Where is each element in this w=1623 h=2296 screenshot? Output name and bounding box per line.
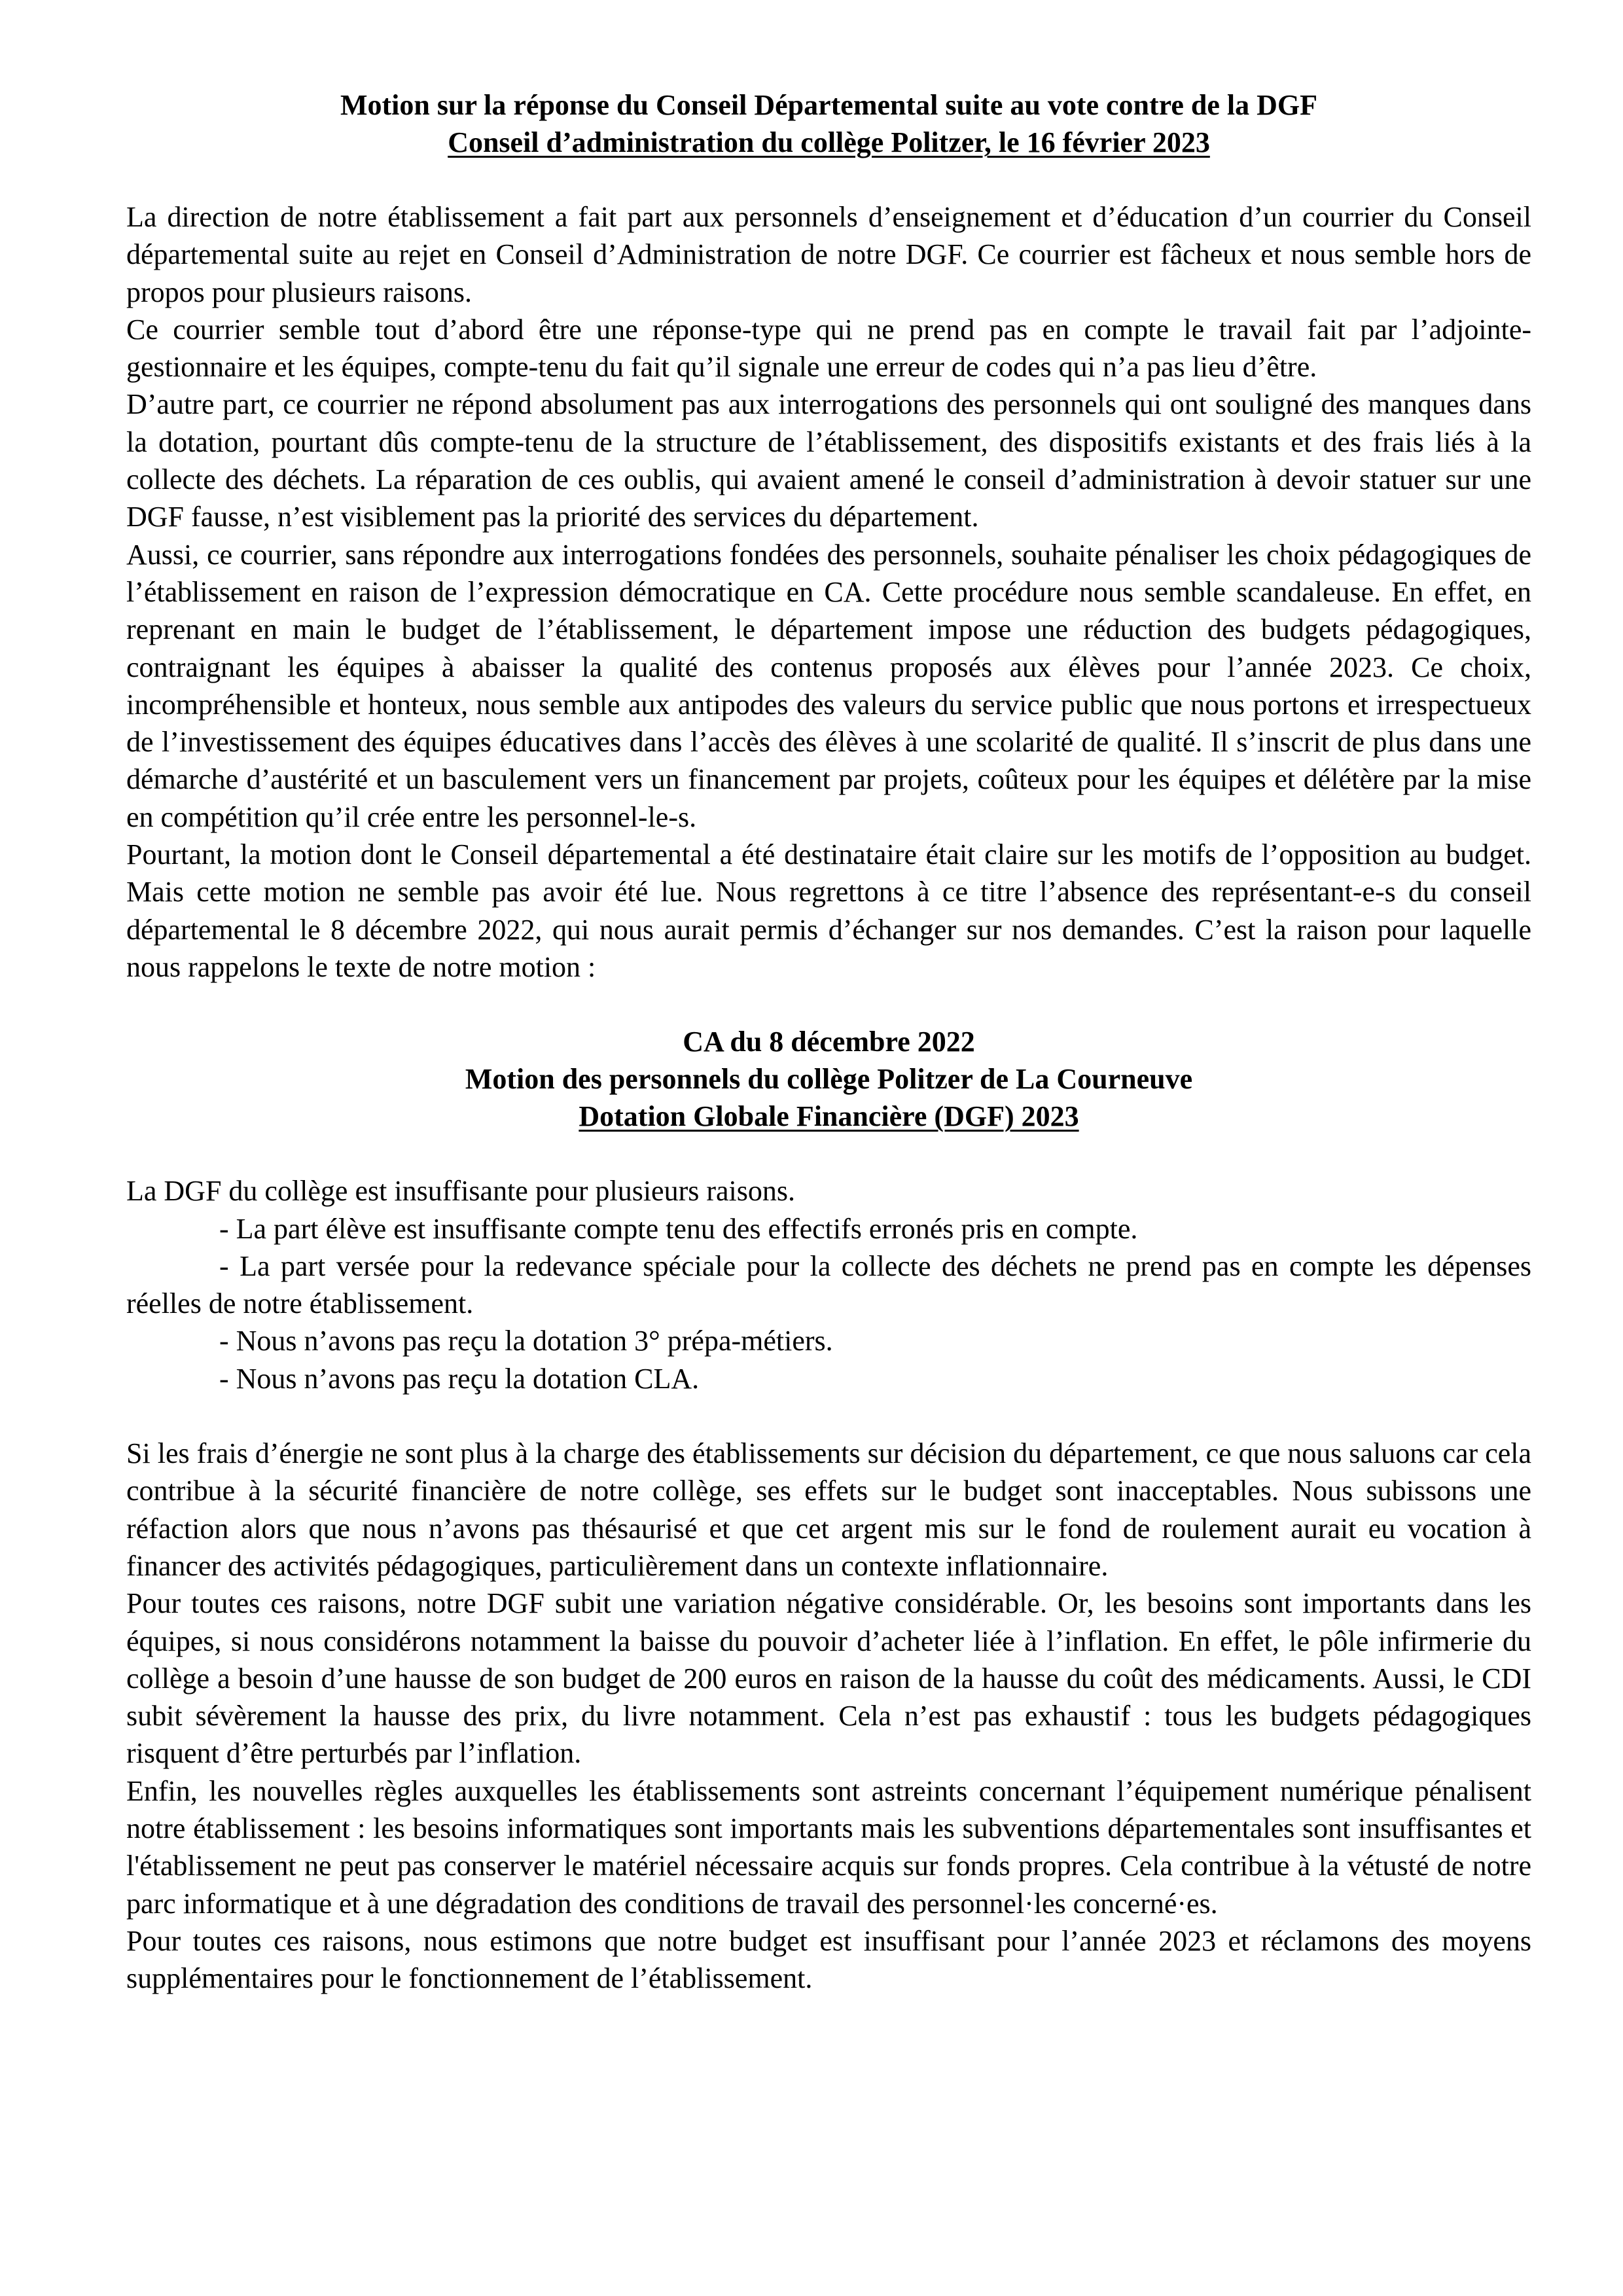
motion-bullet: - Nous n’avons pas reçu la dotation 3° prépa-métiers. [219, 1325, 833, 1357]
document-subtitle: Conseil d’administration du collège Politzer, le 16 février 2023 [448, 126, 1210, 158]
motion-bullet: - La part versée pour la redevance spéciale pour la collecte des déchets ne prend pas en compte les dépenses réelles de notre établissement. [126, 1249, 1531, 1320]
motion-section [126, 1172, 1531, 1997]
motion-paragraph: Pour toutes ces raisons, notre DGF subit une variation négative considérable. Or, les besoins sont importants dans les équipes, si nous considérons notamment la baisse du pouvoir d’acheter liée à l’inflation. En effet, le pôle infirmerie du collège a besoin d’une hausse de son budget de 200 euros en raison de la hausse du coût des médicaments. Aussi, le CDI subit sévèrement la hausse des prix, du livre notamment. Cela n’est pas exhaustif : tous les budgets pédagogiques risquent d’être perturbés par l’inflation. [126, 1587, 1531, 1770]
intro-section [126, 198, 1531, 986]
intro-paragraph: Aussi, ce courrier, sans répondre aux interrogations fondées des personnels, souhaite pénaliser les choix pédagogiques de l’établissement en raison de l’expression démocratique en CA. Cette procédure nous semble scandaleuse. En effet, en reprenant en main le budget de l’établissement, le département impose une réduction des budgets pédagogiques, contraignant les équipes à abaisser la qualité des contenus proposés aux élèves pour l’année 2023. Ce choix, incompréhensible et honteux, nous semble aux antipodes des valeurs du service public que nous portons et irrespectueux de l’investissement des équipes éducatives dans l’accès des élèves à une scolarité de qualité. Il s’inscrit de plus dans une démarche d’austérité et un basculement vers un financement par projets, coûteux pour les équipes et délétère par la mise en compétition qu’il crée entre les personnel-le-s. [126, 538, 1531, 833]
intro-paragraph: La direction de notre établissement a fait part aux personnels d’enseignement et d’éducation d’un courrier du Conseil départemental suite au rejet en Conseil d’Administration de notre DGF. Ce courrier est fâcheux et nous semble hors de propos pour plusieurs raisons. [126, 201, 1531, 308]
motion-paragraph: Pour toutes ces raisons, nous estimons que notre budget est insuffisant pour l’année 2023 et réclamons des moyens supplémentaires pour le fonctionnement de l’établissement. [126, 1924, 1531, 1995]
motion-bullet: - Nous n’avons pas reçu la dotation CLA. [219, 1362, 700, 1395]
motion-header [126, 1023, 1531, 1135]
motion-date-title: CA du 8 décembre 2022 [683, 1026, 975, 1058]
intro-paragraph: Ce courrier semble tout d’abord être une réponse-type qui ne prend pas en compte le travail fait par l’adjointe-gestionnaire et les équipes, compte-tenu du fait qu’il signale une erreur de codes qui n’a pas lieu d’être. [126, 313, 1531, 384]
motion-subtitle: Dotation Globale Financière (DGF) 2023 [579, 1100, 1079, 1133]
document-header [126, 86, 1531, 161]
motion-paragraph: Enfin, les nouvelles règles auxquelles les établissements sont astreints concernant l’équipement numérique pénalisent notre établissement : les besoins informatiques sont importants mais les subventions départementales sont insuffisantes et l'établissement ne peut pas conserver le matériel nécessaire acquis sur fonds propres. Cela contribue à la vétusté de notre parc informatique et à une dégradation des conditions de travail des personnel·les concerné·es. [126, 1774, 1531, 1920]
motion-bullet: - La part élève est insuffisante compte tenu des effectifs erronés pris en compte. [219, 1212, 1138, 1245]
document-title: Motion sur la réponse du Conseil Départemental suite au vote contre de la DGF [340, 89, 1318, 121]
intro-paragraph: Pourtant, la motion dont le Conseil départemental a été destinataire était claire sur les motifs de l’opposition au budget. Mais cette motion ne semble pas avoir été lue. Nous regrettons à ce titre l’absence des représentant-e-s du conseil départemental le 8 décembre 2022, qui nous aurait permis d’échanger sur nos demandes. C’est la raison pour laquelle nous rappelons le texte de notre motion : [126, 838, 1531, 983]
intro-paragraph: D’autre part, ce courrier ne répond absolument pas aux interrogations des personnels qui ont souligné des manques dans la dotation, pourtant dûs compte-tenu de la structure de l’établissement, des dispositifs existants et des frais liés à la collecte des déchets. La réparation de ces oublis, qui avaient amené le conseil d’administration à devoir statuer sur une DGF fausse, n’est visiblement pas la priorité des services du département. [126, 388, 1531, 533]
motion-lead: La DGF du collège est insuffisante pour plusieurs raisons. [126, 1175, 796, 1208]
motion-paragraph: Si les frais d’énergie ne sont plus à la charge des établissements sur décision du département, ce que nous saluons car cela contribue à la sécurité financière de notre collège, ses effets sur le budget sont inacceptables. Nous subissons une réfaction alors que nous n’avons pas thésaurisé et que cet argent mis sur le fond de roulement aurait eu vocation à financer des activités pédagogiques, particulièrement dans un contexte inflationnaire. [126, 1437, 1531, 1582]
motion-title: Motion des personnels du collège Politzer de La Courneuve [465, 1063, 1193, 1096]
document-page [126, 86, 1531, 1997]
